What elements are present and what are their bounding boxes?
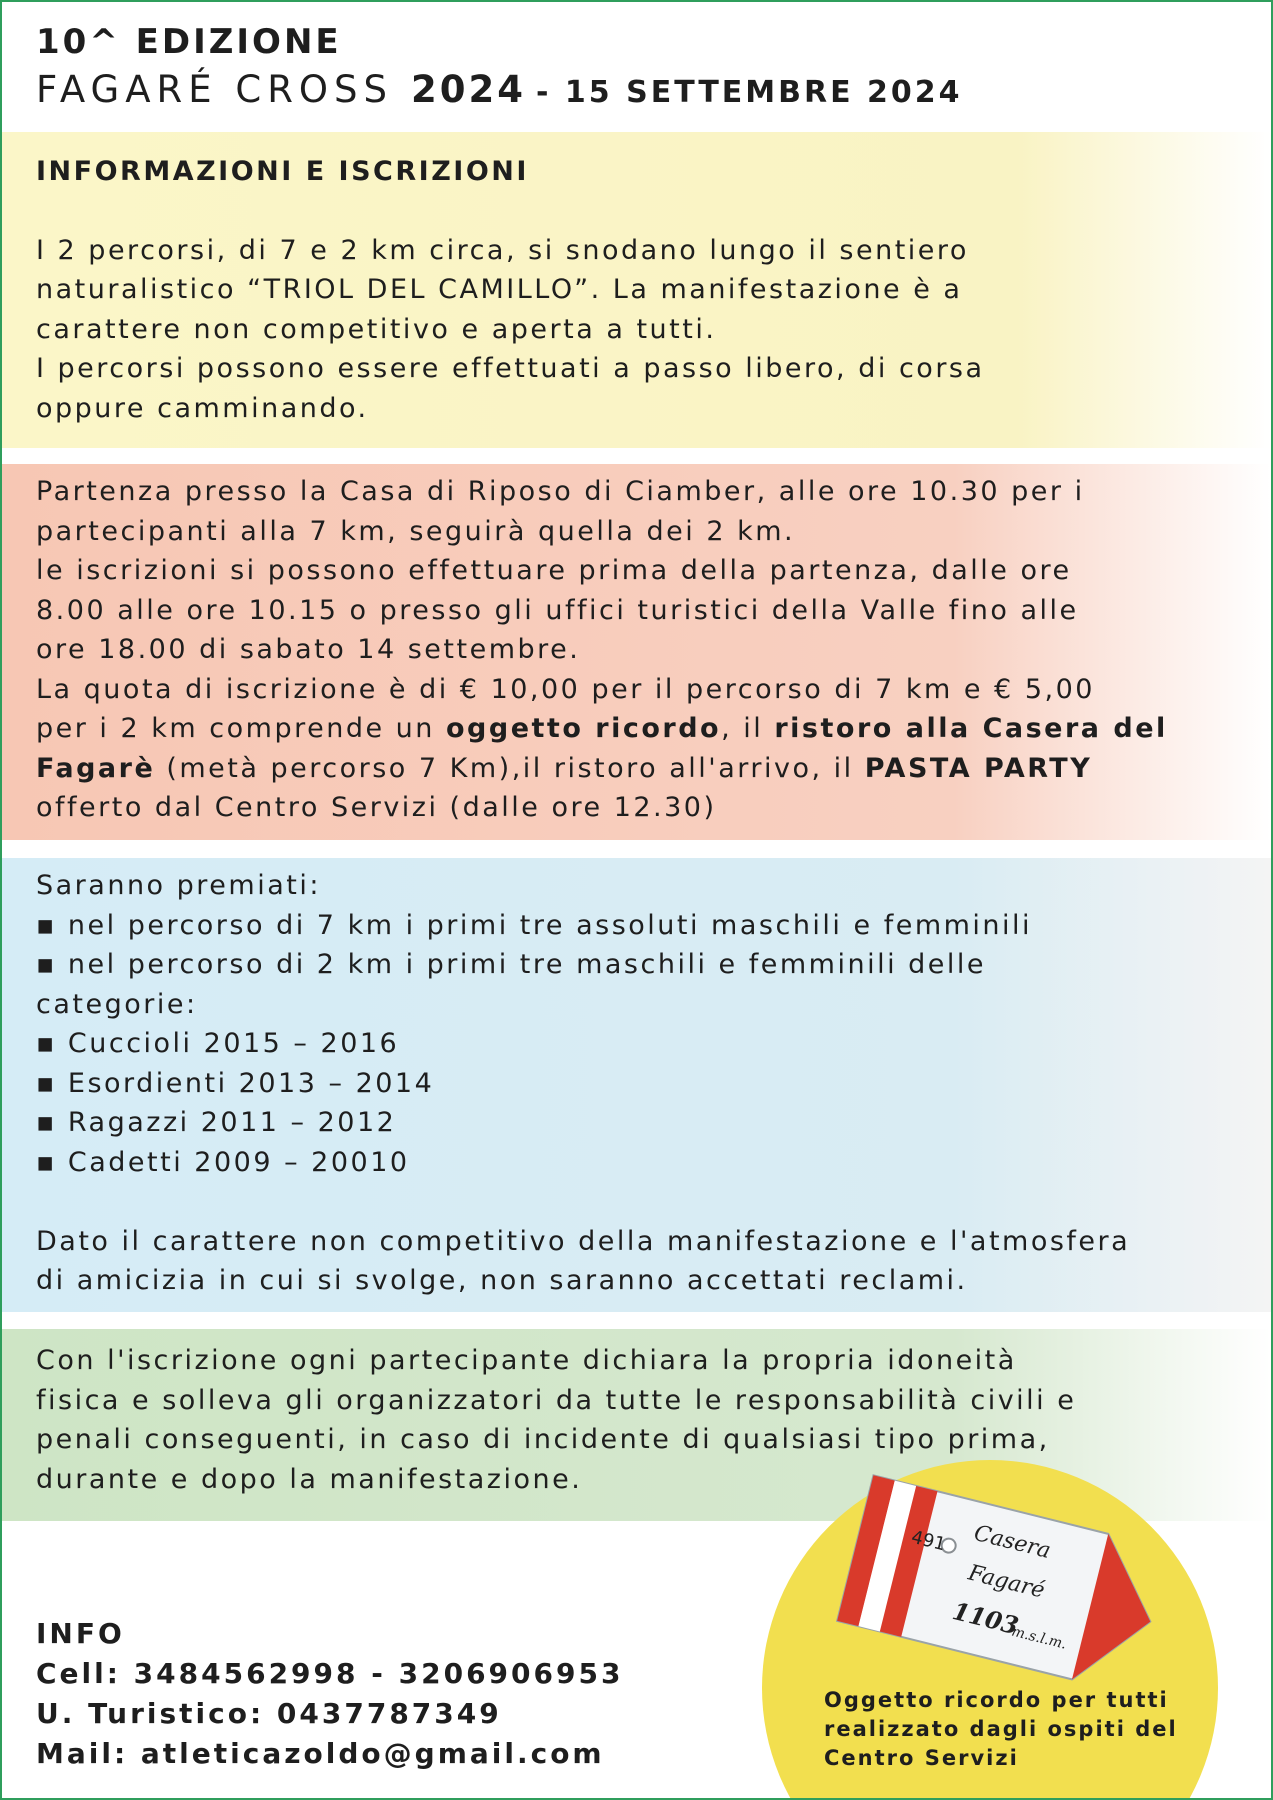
- event-name: FAGARÉ CROSS: [36, 68, 394, 111]
- info-line: oppure camminando.: [36, 392, 369, 424]
- text-run: , il: [721, 713, 775, 744]
- info-heading: INFORMAZIONI E ISCRIZIONI: [36, 156, 529, 187]
- souvenir-caption: [824, 1686, 1178, 1773]
- start-line: le iscrizioni si possono effettuare prima della partenza, dalle ore: [36, 555, 1072, 586]
- contact-mail[interactable]: Mail: atleticazoldo@gmail.com: [36, 1737, 605, 1770]
- souvenir-caption-line: realizzato dagli ospiti del: [824, 1717, 1178, 1741]
- souvenir-tag-unit: m.s.l.m.: [1009, 1623, 1069, 1653]
- edition-label: 10^ EDIZIONE: [36, 22, 342, 62]
- contact-info: [36, 1614, 623, 1774]
- disclaimer-line: Con l'iscrizione ogni partecipante dichiara la propria idoneità: [36, 1345, 1017, 1376]
- contact-tourist-office[interactable]: U. Turistico: 0437787349: [36, 1697, 502, 1730]
- start-line: [36, 749, 1251, 789]
- awards-category: ▪ Cuccioli 2015 – 2016: [36, 1028, 400, 1059]
- souvenir-caption-line: Oggetto ricordo per tutti: [824, 1688, 1169, 1712]
- awards-line: ▪ nel percorso di 2 km i primi tre maschili e femminili delle: [36, 949, 987, 980]
- info-line: I percorsi possono essere effettuati a passo libero, di corsa: [36, 353, 985, 384]
- awards-closing-line: di amicizia in cui si svolge, non saranno accettati reclami.: [36, 1265, 968, 1296]
- start-line: partecipanti alla 7 km, seguirà quella dei 2 km.: [36, 515, 796, 547]
- refreshment-highlight: ristoro alla Casera del: [774, 713, 1168, 744]
- start-line: 8.00 alle ore 10.15 o presso gli uffici turistici della Valle fino alle: [36, 594, 1079, 626]
- souvenir-tag-line3: 1103: [949, 1596, 1022, 1641]
- event-date: - 15 SETTEMBRE 2024: [536, 75, 963, 110]
- souvenir-tag-line2: Fagaré: [965, 1560, 1048, 1604]
- start-section: [2, 464, 1271, 840]
- start-text: [36, 464, 1251, 828]
- start-line: La quota di iscrizione è di € 10,00 per il percorso di 7 km e € 5,00: [36, 673, 1095, 705]
- awards-line: ▪ nel percorso di 7 km i primi tre assoluti maschili e femminili: [36, 909, 1033, 941]
- awards-category: ▪ Esordienti 2013 – 2014: [36, 1067, 435, 1099]
- text-run: per i 2 km comprende un: [36, 713, 446, 744]
- awards-text: [36, 858, 1251, 1301]
- text-run: (metà percorso 7 Km),il ristoro all'arrivo, il: [155, 752, 865, 784]
- refreshment-highlight-end: Fagarè: [36, 752, 156, 784]
- awards-category: ▪ Ragazzi 2011 – 2012: [36, 1107, 397, 1138]
- souvenir-caption-line: Centro Servizi: [824, 1746, 1019, 1770]
- start-line: [36, 709, 1251, 749]
- awards-line: categorie:: [36, 988, 198, 1020]
- awards-line: Saranno premiati:: [36, 870, 321, 901]
- start-line: Partenza presso la Casa di Riposo di Ciamber, alle ore 10.30 per i: [36, 476, 1085, 507]
- start-line: ore 18.00 di sabato 14 settembre.: [36, 634, 581, 665]
- info-line: naturalistico “TRIOL DEL CAMILLO”. La manifestazione è a: [36, 274, 963, 305]
- souvenir-tag-number: 491: [909, 1526, 948, 1556]
- event-year: 2024: [411, 68, 526, 111]
- contact-cell[interactable]: Cell: 3484562998 - 3206906953: [36, 1657, 624, 1690]
- info-line: carattere non competitivo e aperta a tutti.: [36, 313, 717, 345]
- start-line: offerto dal Centro Servizi (dalle ore 12.30): [36, 792, 717, 823]
- awards-section: [2, 858, 1271, 1312]
- event-title: [36, 68, 963, 111]
- souvenir-highlight: oggetto ricordo: [445, 713, 722, 744]
- info-text: [36, 231, 1251, 429]
- disclaimer-line: penali conseguenti, in caso di incidente di qualsiasi tipo prima,: [36, 1424, 1050, 1455]
- pasta-party-highlight: PASTA PARTY: [864, 752, 1093, 784]
- info-section: [2, 132, 1271, 448]
- souvenir-tag-line1: Casera: [971, 1520, 1054, 1564]
- disclaimer-line: durante e dopo la manifestazione.: [36, 1463, 583, 1495]
- awards-category: ▪ Cadetti 2009 – 20010: [36, 1146, 410, 1178]
- contact-heading: INFO: [36, 1617, 125, 1650]
- awards-closing-line: Dato il carattere non competitivo della manifestazione e l'atmosfera: [36, 1225, 1131, 1257]
- info-line: I 2 percorsi, di 7 e 2 km circa, si snodano lungo il sentiero: [36, 234, 969, 266]
- disclaimer-line: fisica e solleva gli organizzatori da tutte le responsabilità civili e: [36, 1384, 1077, 1416]
